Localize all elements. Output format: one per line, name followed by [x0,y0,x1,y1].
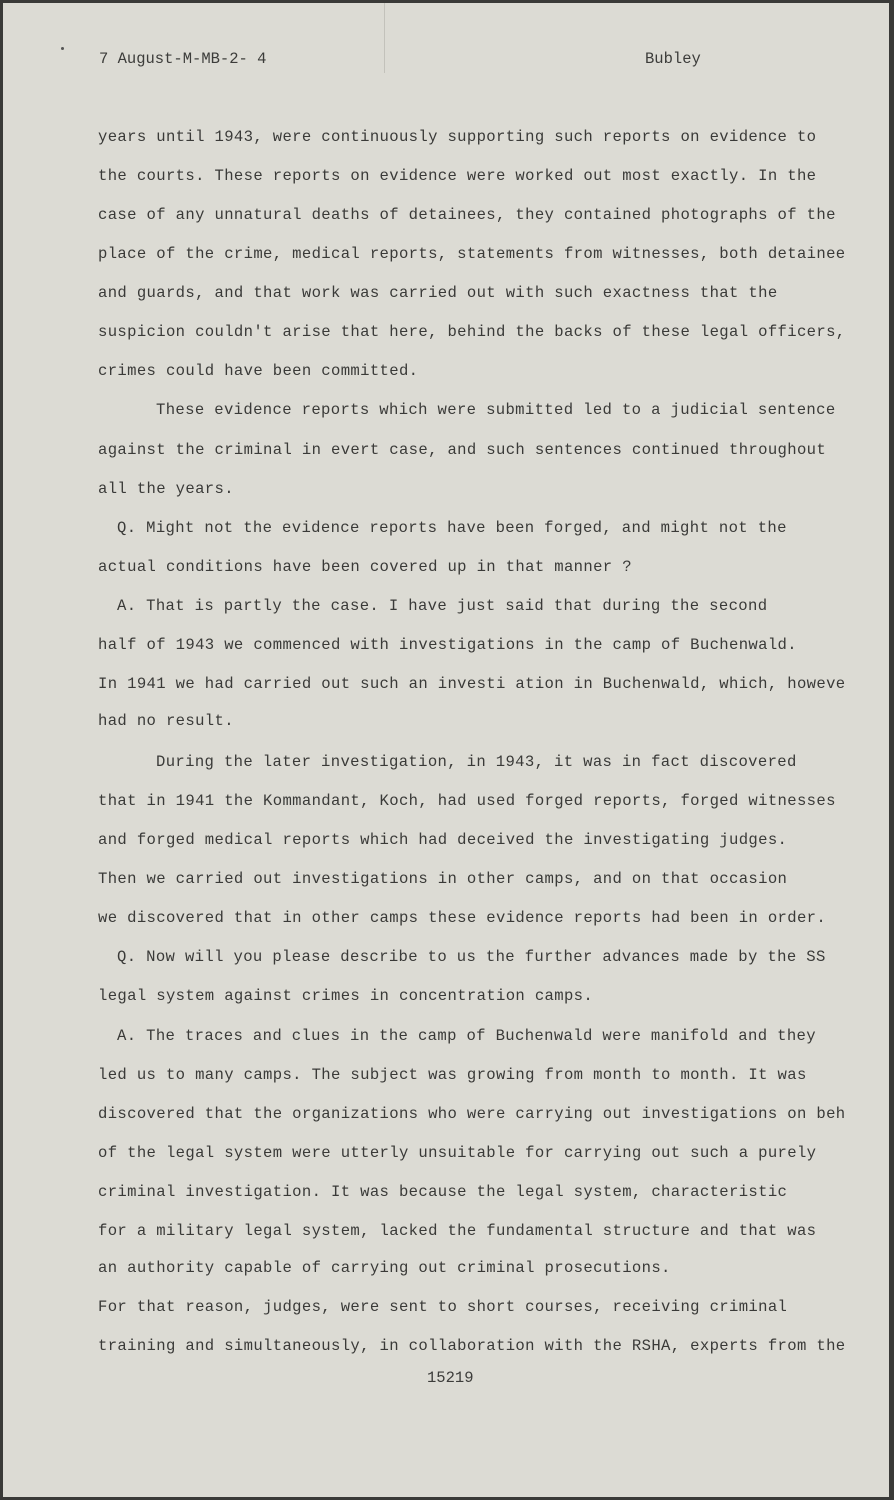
body-line: an authority capable of carrying out criminal prosecutions. [98,1259,671,1277]
body-line: legal system against crimes in concentration camps. [98,987,594,1005]
body-line: and forged medical reports which had deceived the investigating judges. [98,831,788,849]
page-number: 15219 [427,1369,474,1387]
body-line: had no result. [98,712,234,730]
body-line: During the later investigation, in 1943, it was in fact discovered [156,753,797,771]
speaker-name: Bubley [645,50,701,68]
answer-line: A. The traces and clues in the camp of Buchenwald were manifold and they [117,1027,816,1045]
body-line: and guards, and that work was carried out with such exactness that the [98,284,778,302]
body-line: all the years. [98,480,234,498]
body-line: training and simultaneously, in collaboration with the RSHA, experts from the [98,1337,846,1355]
page-reference: 7 August-M-MB-2- 4 [99,50,267,68]
body-line: place of the crime, medical reports, statements from witnesses, both detainee [98,245,846,263]
body-line: years until 1943, were continuously supporting such reports on evidence to [98,128,817,146]
question-line: Q. Now will you please describe to us the further advances made by the SS [117,948,826,966]
typescript-page [3,3,889,1497]
body-line: against the criminal in evert case, and such sentences continued throughout [98,441,827,459]
body-line: actual conditions have been covered up in that manner ? [98,558,632,576]
body-line: In 1941 we had carried out such an investi ation in Buchenwald, which, howeve [98,675,846,693]
body-line: discovered that the organizations who were carrying out investigations on beh [98,1105,846,1123]
body-line: led us to many camps. The subject was growing from month to month. It was [98,1066,807,1084]
body-line: These evidence reports which were submitted led to a judicial sentence [156,401,836,419]
body-line: of the legal system were utterly unsuitable for carrying out such a purely [98,1144,817,1162]
body-line: case of any unnatural deaths of detainees, they contained photographs of the [98,206,836,224]
question-line: Q. Might not the evidence reports have been forged, and might not the [117,519,787,537]
answer-line: A. That is partly the case. I have just said that during the second [117,597,768,615]
body-line: we discovered that in other camps these evidence reports had been in order. [98,909,827,927]
body-line: for a military legal system, lacked the fundamental structure and that was [98,1222,817,1240]
body-line: crimes could have been committed. [98,362,419,380]
body-line: half of 1943 we commenced with investigations in the camp of Buchenwald. [98,636,797,654]
body-line: the courts. These reports on evidence were worked out most exactly. In the [98,167,817,185]
body-line: For that reason, judges, were sent to short courses, receiving criminal [98,1298,788,1316]
body-line: that in 1941 the Kommandant, Koch, had used forged reports, forged witnesses [98,792,836,810]
punch-mark [61,47,64,50]
page-fold-mark [384,3,385,73]
body-line: suspicion couldn't arise that here, behind the backs of these legal officers, [98,323,846,341]
body-line: Then we carried out investigations in other camps, and on that occasion [98,870,788,888]
body-line: criminal investigation. It was because the legal system, characteristic [98,1183,788,1201]
